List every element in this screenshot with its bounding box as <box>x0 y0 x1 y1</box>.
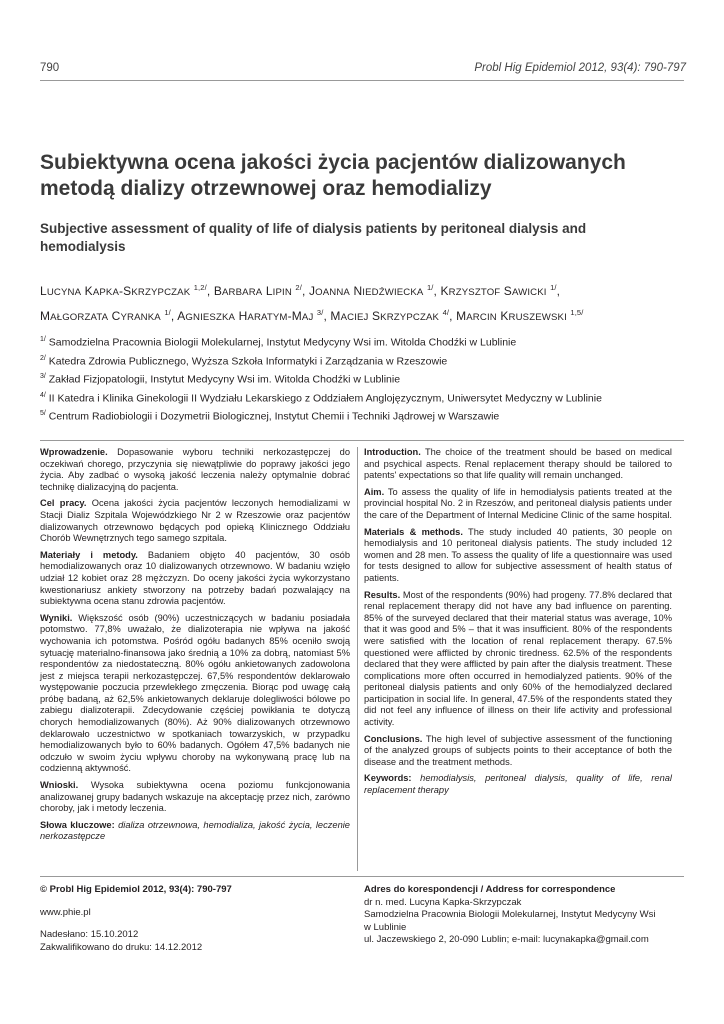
article-title-english: Subjective assessment of quality of life of dialysis patients by peritoneal dialysis and hemodialysis <box>40 221 587 254</box>
correspondence-name: dr n. med. Lucyna Kapka-Skrzypczak <box>364 896 522 908</box>
copyright: © Probl Hig Epidemiol 2012, 93(4): 790-797 <box>40 884 232 895</box>
header-divider <box>40 80 684 81</box>
affiliation-item: $^{5/}$ Centrum Radiobiologii i Dozymetrii Biologicznej, Instytut Chemii i Techniki Jądrowej w Warszawie <box>40 410 500 423</box>
abstract-results: Results. Most of the respondents (90%) had progeny. 77.8% declared that renal replacement therapy did not have any bad influence on parenting. 85% of the surveyed declared that their material status was average, 10% that it was good and 5% – that it was insufficient. 80% of the respondents were satisfied with the location of renal replacement therapy. 67.5% questioned were afflicted by chronic tiredness. 62.5% of the respondents declared that they were afflicted by pain after the dialysis treatment. These complications more often occurred in hemodialyzed patients. 90% of the peritoneal dialysis patients and only 60% of the hemodialyzed declared participation in social life. In general, 47.5% of the respondents stated they did not feel any influence of illness on their life activity and professional activity. <box>364 589 672 728</box>
abstract-aim: Aim. To assess the quality of life in hemodialysis patients treated at the provincial hospital No. 2 in Rzeszów, and peritoneal dialysis patients under the care of the Department of Internal Medicine Clinic of the same hospital. <box>364 486 673 520</box>
footer-divider <box>40 876 684 877</box>
abstract-methods: Materiały i metody. Badaniem objęto 40 pacjentów, 30 osób hemodializowanych oraz 10 dializowanych otrzewnowo. W badaniu wzięło udział 12 kobiet oraz 28 mężczyzn. Do oceny jakości życia wykorzystano kwestionariusz ankiety stworzony na potrzeby badań pozwalający na subiektywna ocena stanu zdrowia pacjentów. <box>40 549 350 607</box>
accepted-date: Zakwalifikowano do druku: 14.12.2012 <box>40 941 203 953</box>
abstract-english <box>364 447 672 802</box>
abstract-conclusions: Wnioski. Wysoka subiektywna ocena poziomu funkcjonowania analizowanej grupy badanych wskazuje na akceptację przez nich, zarówno choroby, jak i metody leczenia. <box>40 780 351 814</box>
author-list <box>40 278 690 328</box>
author: LUCYNA KAPKA-SKRZYPCZAK $^{1,2/}$, <box>40 283 214 298</box>
correspondence-city: w Lublinie <box>364 921 407 933</box>
affiliation-item: $^{2/}$ Katedra Zdrowia Publicznego, Wyższa Szkoła Informatyki i Zarządzania w Rzeszowie <box>40 354 448 367</box>
submitted-date: Nadesłano: 15.10.2012 <box>40 929 139 940</box>
author: MACIEJ SKRZYPCZAK $^{4/}$, <box>330 308 457 323</box>
author: MARCIN KRUSZEWSKI $^{1,5/}$ <box>456 308 584 323</box>
affiliation-item: $^{3/}$ Zakład Fizjopatologii, Instytut Medycyny Wsi im. Witolda Chodźki w Lublinie <box>40 373 401 386</box>
correspondence-institution: Samodzielna Pracownia Biologii Molekularnej, Instytut Medycyny Wsi <box>364 909 656 920</box>
author: BARBARA LIPIN $^{2/}$, <box>213 283 309 298</box>
footer-publication-info <box>40 884 340 954</box>
page-number: 790 <box>40 62 60 74</box>
correspondence-address: ul. Jaczewskiego 2, 20-090 Lublin; e-mail: lucynakapka@gmail.com <box>364 934 649 945</box>
correspondence-label: Adres do korespondencji / Address for correspondence <box>364 884 616 895</box>
abstract-keywords: Keywords: hemodialysis, peritoneal dialysis, quality of life, renal replacement therapy <box>364 773 672 796</box>
affiliation-item: $^{4/}$ II Katedra i Klinika Ginekologii II Wydziału Lekarskiego z Oddziałem Anglojęzycznym, Uniwersytet Medyczny w Lublinie <box>40 391 602 404</box>
article-title-polish: Subiektywna ocena jakości życia pacjentów dializowanych metodą dializy otrzewnowej oraz hemodializy <box>40 151 626 200</box>
abstract-methods: Materials & methods. The study included 40 patients, 30 people on hemodialysis and 10 peritoneal dialysis patients. The study included 12 women and 28 men. To assess the quality of life a questionnaire was used for tests designed to allow for subjective assessment of health status of patients. <box>364 526 672 583</box>
abstract-conclusions: Conclusions. The high level of subjective assessment of the functioning of the analyzed groups of subjects points to their acceptance of both the disease and the treatment methods. <box>364 733 672 767</box>
author: MAŁGORZATA CYRANKA $^{1/}$, <box>40 308 178 323</box>
abstract-intro: Introduction. The choice of the treatment should be based on medical and psychical aspects. Renal replacement therapy should be tailored to patents' expectations so that life quality will remain unchanged. <box>364 447 672 481</box>
abstract-top-divider <box>40 440 684 441</box>
affiliation-list <box>40 332 700 425</box>
footer-correspondence <box>364 884 684 947</box>
author: AGNIESZKA HARATYM-MAJ $^{3/}$, <box>177 308 331 323</box>
journal-citation: Probl Hig Epidemiol 2012, 93(4): 790-797 <box>474 62 686 74</box>
abstract-intro: Wprowadzenie. Dopasowanie wyboru techniki nerkozastępczej do oczekiwań chorego, przyczynia się niewątpliwie do poprawy jakości jego życia. Aby zadbać o wysoką jakość leczenia należy optymalnie dobrać technikę dializacyjną do pacjenta. <box>40 447 350 492</box>
affiliation-item: $^{1/}$ Samodzielna Pracownia Biologii Molekularnej, Instytut Medycyny Wsi im. Witolda Chodźki w Lublinie <box>40 336 517 349</box>
author: KRZYSZTOF SAWICKI $^{1/}$, <box>440 283 561 298</box>
column-divider <box>357 447 358 871</box>
abstract-aim: Cel pracy. Ocena jakości życia pacjentów leczonych hemodializami w Stacji Dializ Szpitala Wojewódzkiego Nr 2 w Rzeszowie oraz pacjentów dializowanych otrzewnowo będących pod opieką Klinicznego Oddziału Chorób Wewnętrznych tego samego szpitala. <box>40 498 350 544</box>
abstract-polish <box>40 447 350 848</box>
abstract-keywords: Słowa kluczowe: dializa otrzewnowa, hemodializa, jakość życia, leczenie nerkozastępcze <box>40 819 350 842</box>
abstract-results: Wyniki. Większość osób (90%) uczestniczących w badaniu posiadała potomstwo. 77,8% uważało, że dializoterapia nie wpływa na jakość wychowania ich potomstwa. Pośród ogółu badanych 85% oceniło swoją sytuację materialno-finansowa jako średnią a 10% za dobrą, natomiast 5% respondentów za niedostateczną. 80% ogółu ankietowanych zadowolona jest z miejsca terapii nerkozastępczej. 67,5% respondentów deklarowało występowanie poczucia przewlekłego zmęczenia. Biorąc pod uwagę całą próbę badaną, aż 62,5% ankietowanych deklaruje dolegliwości bólowe po zabiegu dializoterapii. Zdecydowanie częściej powikłania te dotyczą chorych hemodializowanych (80%). Aż 90% dializowanych otrzewnowo deklarowało uczestnictwo w spotkaniach towarzyskich, w przypadku hemodializowanych było to 60% badanych. Ogółem 47,5% badanych nie odczuło w swoim życiu wpływu choroby na wykonywaną pracę lub na codzienną aktywność. <box>40 612 350 774</box>
website-link[interactable]: www.phie.pl <box>40 906 91 918</box>
author: JOANNA NIEDŹWIECKA $^{1/}$, <box>308 283 441 298</box>
